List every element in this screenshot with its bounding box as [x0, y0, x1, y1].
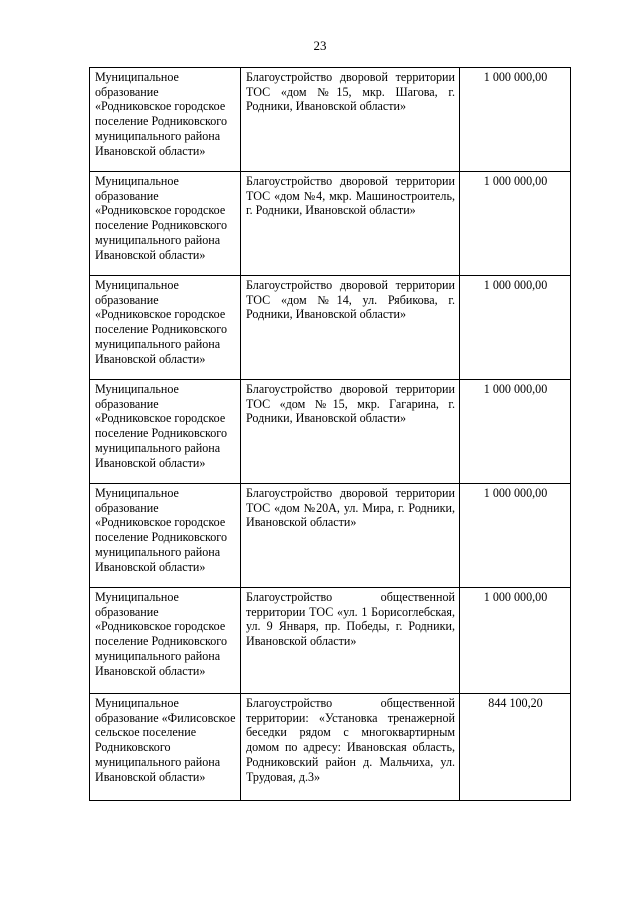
table-row [90, 484, 571, 588]
municipality-cell: Муниципальное образование «Филисовское сельское поселение Родниковского муниципального района Ивановской области» [90, 694, 241, 801]
description-cell: Благоустройство дворовой территории ТОС «дом №15, мкр. Шагова, г. Родники, Ивановской области» [241, 68, 460, 172]
table-row [90, 694, 571, 801]
description-cell: Благоустройство дворовой территории ТОС «дом №15, мкр. Гагарина, г. Родники, Ивановской области» [241, 380, 460, 484]
municipality-cell: Муниципальное образование «Родниковское городское поселение Родниковского муниципального района Ивановской области» [90, 172, 241, 276]
municipality-cell: Муниципальное образование «Родниковское городское поселение Родниковского муниципального района Ивановской области» [90, 68, 241, 172]
description-cell: Благоустройство дворовой территории ТОС «дом №20А, ул. Мира, г. Родники, Ивановской области» [241, 484, 460, 588]
table-row [90, 588, 571, 694]
municipality-cell: Муниципальное образование «Родниковское городское поселение Родниковского муниципального района Ивановской области» [90, 588, 241, 694]
amount-cell: 1 000 000,00 [460, 68, 571, 172]
table-row [90, 172, 571, 276]
table-row [90, 68, 571, 172]
table-row [90, 276, 571, 380]
description-cell: Благоустройство общественной территории ТОС «ул. 1 Борисоглебская, ул. 9 Января, пр. Победы, г. Родники, Ивановской области» [241, 588, 460, 694]
amount-cell: 1 000 000,00 [460, 380, 571, 484]
municipality-cell: Муниципальное образование «Родниковское городское поселение Родниковского муниципального района Ивановской области» [90, 276, 241, 380]
page-number: 23 [313, 38, 327, 53]
amount-cell: 1 000 000,00 [460, 172, 571, 276]
description-cell: Благоустройство дворовой территории ТОС «дом №4, мкр. Машиностроитель, г. Родники, Ивановской области» [241, 172, 460, 276]
description-cell: Благоустройство общественной территории: «Установка тренажерной беседки рядом с многоквартирным домом по адресу: Ивановская область, Родниковский район д. Мальчиха, ул. Трудовая, д.3» [241, 694, 460, 801]
amount-cell: 1 000 000,00 [460, 484, 571, 588]
municipality-cell: Муниципальное образование «Родниковское городское поселение Родниковского муниципального района Ивановской области» [90, 380, 241, 484]
amount-cell: 1 000 000,00 [460, 276, 571, 380]
amount-cell: 844 100,20 [460, 694, 571, 801]
table-row [90, 380, 571, 484]
amount-cell: 1 000 000,00 [460, 588, 571, 694]
funding-table [89, 67, 571, 801]
description-cell: Благоустройство дворовой территории ТОС «дом №14, ул. Рябикова, г. Родники, Ивановской области» [241, 276, 460, 380]
municipality-cell: Муниципальное образование «Родниковское городское поселение Родниковского муниципального района Ивановской области» [90, 484, 241, 588]
